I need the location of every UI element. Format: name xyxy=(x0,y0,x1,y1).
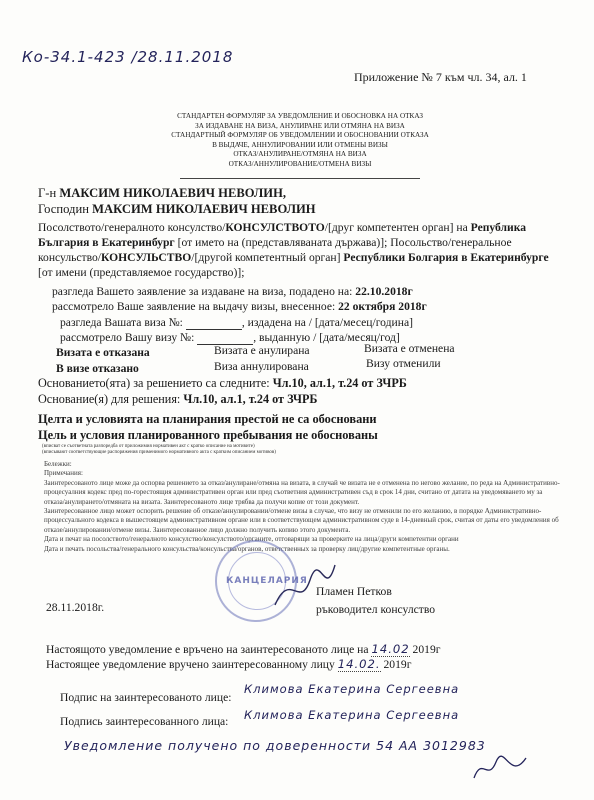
recipient-signature-bg: Климова Екатерина Сергеевна xyxy=(244,682,460,696)
status-annulled-ru: Виза аннулирована xyxy=(214,360,309,373)
handwritten-note: Уведомление получено по доверенности 54 АА 3012983 xyxy=(64,738,486,753)
addressee-name: МАКСИМ НИКОЛАЕВИЧ НЕВОЛИН, xyxy=(59,186,287,200)
status-revoked-bg: Визата е отменена xyxy=(364,342,455,355)
addressee-prefix: Г-н xyxy=(38,186,57,200)
reason-ru: Цель и условия планированного пребывания не обоснованы xyxy=(38,428,378,442)
text: КОНСУЛЬСТВО xyxy=(101,251,192,264)
addressee-name: МАКСИМ НИКОЛАЕВИЧ НЕВОЛИН xyxy=(92,202,316,216)
reason-bg: Целта и условията на планирания престой не са обосновани xyxy=(38,412,377,426)
signature-date: 28.11.2018г. xyxy=(46,601,105,614)
text: 2019г xyxy=(412,643,441,656)
appendix-label: Приложение № 7 към чл. 34, ал. 1 xyxy=(354,70,527,84)
text: Настоящее уведомление вручено заинтересованному лицу xyxy=(46,658,335,671)
notes-section xyxy=(44,460,564,554)
status-annulled-bg: Визата е анулирана xyxy=(214,344,310,357)
reason-note-ru: (вписывают соответствующие распоряжения применимого нормативного акта с кратким описанием мотивов) xyxy=(42,450,276,455)
blank-field xyxy=(186,319,242,330)
addressee-prefix: Господин xyxy=(38,202,89,216)
text: Основание(я) для решения: xyxy=(38,392,181,406)
review-visa-bg xyxy=(60,315,413,330)
status-revoked-ru: Визу отменили xyxy=(366,357,441,370)
title-line: ЗА ИЗДАВАНЕ НА ВИЗА, АНУЛИРАНЕ ИЛИ ОТМЯНА НА ВИЗА xyxy=(195,121,405,130)
handwritten-initials xyxy=(470,752,530,788)
recipient-signature-label-ru: Подпись заинтересованного лица: xyxy=(60,715,229,728)
text: 22.10.2018г xyxy=(355,285,413,298)
text: [от името на (представляваната държава)]; Посольство/генеральное xyxy=(177,236,512,249)
text: Чл.10, ал.1, т.24 от ЗЧРБ xyxy=(183,392,318,406)
notes-title-bg: Бележки: xyxy=(44,460,72,468)
signatory-name: Пламен Петков xyxy=(316,585,392,598)
text: Республики Болгария в Екатеринбурге xyxy=(343,251,549,264)
addressee-line-bg xyxy=(38,186,286,201)
text: Основанието(ята) за решението са следните: xyxy=(38,376,270,390)
text: КОНСУЛСТВОТО xyxy=(225,221,325,234)
official-signature xyxy=(270,560,340,620)
form-title xyxy=(60,112,540,170)
delivery-date: 14.02. xyxy=(337,657,381,671)
title-line: ОТКАЗ/АННУЛИРОВАНИЕ/ОТМЕНА ВИЗЫ xyxy=(228,159,372,168)
title-line: ОТКАЗ/АНУЛИРАНЕ/ОТМЯНА НА ВИЗА xyxy=(233,150,367,159)
review-submitted-ru xyxy=(52,299,427,314)
text: разгледа Вашата виза №: xyxy=(60,316,183,329)
text: рассмотрело Ваше заявление на выдачу визы, внесенное: xyxy=(52,300,336,313)
notes-paragraph: Заинтересованото лице може да оспорва решението за отказ/анулиране/отмяна на визата, в случай че визата не е отменена по негово желание, по реда на Административно-процесуалния кодекс пред по-горестоящия административен орган или пред съответния административен съд в срок 14 дни, считано от датата на уведомяването му за отказа/анулирането/отмяната на визата. Заинтересованото лице трябва да получи копие от този документ. xyxy=(44,478,560,506)
text: рассмотрело Вашу визу №: xyxy=(60,331,195,344)
text: Чл.10, ал.1, т.24 от ЗЧРБ xyxy=(272,376,407,390)
reason-note-bg: (вписват се съответната разпоредба от приложимия нормативен акт с кратко описание на мотивите) xyxy=(42,444,255,449)
review-submitted-bg xyxy=(52,284,413,299)
text: /[друг компетентен орган] на xyxy=(324,221,468,234)
notes-paragraph: Заинтересованное лицо может оспорить решение об отказе/аннулировании/отмене визы в случае, что визу не отменили по его желанию, в порядке Административно-процессуального кодекса в вышестоящем административном органе или в соответствующем административном суде в 14-дневный срок, считая от даты его уведомления об отказе/аннулировании/отмене визы. Заинтересованное лицо должно получить копию этого документа. xyxy=(44,507,559,534)
reference-number: Ко-34.1-423 /28.11.2018 xyxy=(22,48,234,66)
notes-paragraph: Дата и печать посольства/генерального консульства/консульства/органов, ответственных за проверку лиц/другие компетентные органы. xyxy=(44,544,450,553)
title-line: В ВЫДАЧЕ, АННУЛИРОВАНИИ ИЛИ ОТМЕНЫ ВИЗЫ xyxy=(212,140,388,149)
consulate-line-3 xyxy=(38,250,549,265)
consulate-line-1 xyxy=(38,220,526,235)
text: , выданную / [дата/месяц/год] xyxy=(253,331,400,344)
text: /[другой компетентный орган] xyxy=(191,251,341,264)
consulate-line-2 xyxy=(38,235,512,250)
text: 22 октября 2018г xyxy=(338,300,427,313)
stamp-text: КАНЦЕЛАРИЯ xyxy=(226,576,308,586)
grounds-ru xyxy=(38,392,318,407)
text: Република xyxy=(470,221,527,234)
notes-paragraph: Дата и печат на посолството/генералното консулство/консулството/органите, отговарящи за проверките на лица/други компетентни органи xyxy=(44,535,459,544)
title-divider xyxy=(180,178,420,179)
title-line: СТАНДАРТЕН ФОРМУЛЯР ЗА УВЕДОМЛЕНИЕ И ОБОСНОВКА НА ОТКАЗ xyxy=(177,112,423,120)
delivery-ru xyxy=(46,657,411,672)
recipient-signature-label-bg: Подпис на заинтересованото лице: xyxy=(60,691,232,704)
text: Настоящото уведомление е връчено на заинтересованото лице на xyxy=(46,643,369,656)
text: , издадена на / [дата/месец/година] xyxy=(241,316,413,329)
addressee-line-ru xyxy=(38,202,316,217)
text: разгледа Вашето заявление за издаване на виза, подадено на: xyxy=(52,285,353,298)
delivery-date: 14.02 xyxy=(371,642,410,656)
signatory-role: ръководител консулство xyxy=(316,603,436,616)
title-line: СТАНДАРТНЫЙ ФОРМУЛЯР ОБ УВЕДОМЛЕНИИ И ОБОСНОВАНИИ ОТКАЗА xyxy=(171,131,429,140)
recipient-signature-ru: Климова Екатерина Сергеевна xyxy=(244,708,460,722)
grounds-bg xyxy=(38,376,407,391)
status-refused-bg: Визата е отказана xyxy=(56,346,150,359)
consulate-line-4: [от имени (представляемое государство)]; xyxy=(38,266,245,279)
status-refused-ru: В визе отказано xyxy=(56,362,139,375)
notes-title-ru: Примечания: xyxy=(44,469,83,478)
text: консульство/ xyxy=(38,251,102,264)
text: България в Екатеринбург xyxy=(38,236,175,249)
text: 2019г xyxy=(383,658,412,671)
delivery-bg xyxy=(46,642,441,657)
text: Посолството/генералното консулство/ xyxy=(38,221,226,234)
